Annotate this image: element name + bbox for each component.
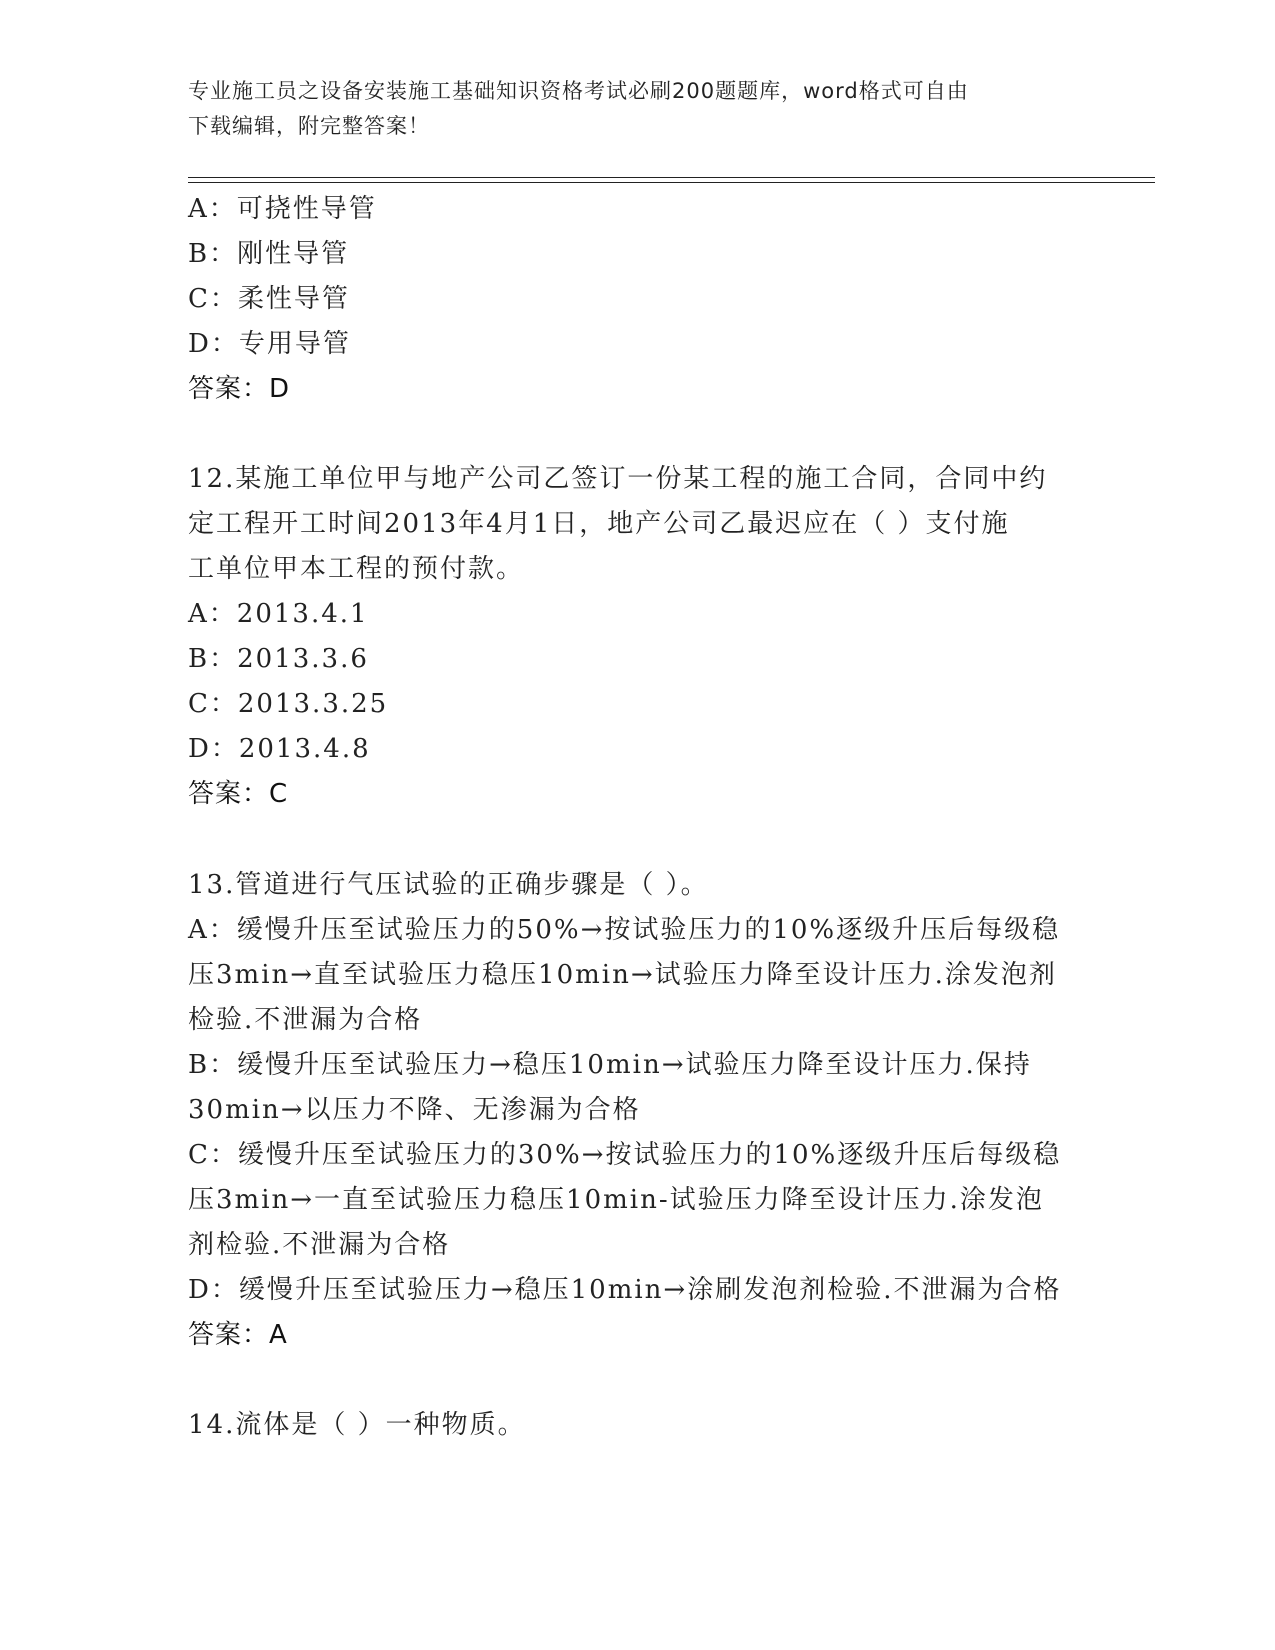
q13-option-a-line-2: 压3min→直至试验压力稳压10min→试验压力降至设计压力.涂发泡剂: [188, 960, 1057, 990]
q12-option-b: B：2013.3.6: [188, 644, 369, 674]
q13-option-a-line-3: 检验.不泄漏为合格: [188, 1005, 423, 1035]
header-title-line-1: 专业施工员之设备安装施工基础知识资格考试必刷200题题库，word格式可自由: [188, 79, 969, 103]
header-divider-top: [188, 177, 1155, 178]
q13-option-c-line-3: 剂检验.不泄漏为合格: [188, 1230, 451, 1260]
prev-answer: 答案：D: [188, 374, 291, 404]
q12-option-d: D：2013.4.8: [188, 734, 371, 764]
q14-stem: 14.流体是（ ）一种物质。: [188, 1410, 526, 1440]
prev-option-a: A：可挠性导管: [188, 194, 377, 224]
q13-stem: 13.管道进行气压试验的正确步骤是（ ）。: [188, 870, 709, 900]
q12-option-a: A：2013.4.1: [188, 599, 369, 629]
header-title-line-2: 下载编辑，附完整答案！: [188, 114, 430, 138]
q13-answer: 答案：A: [188, 1320, 288, 1350]
q12-stem-line-3: 工单位甲本工程的预付款。: [188, 554, 525, 584]
q13-option-c-line-1: C：缓慢升压至试验压力的30%→按试验压力的10%逐级升压后每级稳: [188, 1140, 1062, 1170]
q13-option-d: D：缓慢升压至试验压力→稳压10min→涂刷发泡剂检验.不泄漏为合格: [188, 1275, 1062, 1305]
prev-option-c: C：柔性导管: [188, 284, 350, 314]
document-header: [188, 74, 1078, 144]
q13-option-a-line-1: A：缓慢升压至试验压力的50%→按试验压力的10%逐级升压后每级稳: [188, 915, 1061, 945]
prev-option-b: B：刚性导管: [188, 239, 350, 269]
q13-option-c-line-2: 压3min→一直至试验压力稳压10min-试验压力降至设计压力.涂发泡: [188, 1185, 1044, 1215]
q13-option-b-line-1: B：缓慢升压至试验压力→稳压10min→试验压力降至设计压力.保持: [188, 1050, 1032, 1080]
q12-option-c: C：2013.3.25: [188, 689, 389, 719]
prev-option-d: D：专用导管: [188, 329, 351, 359]
header-divider-bottom: [188, 182, 1155, 183]
q13-option-b-line-2: 30min→以压力不降、无渗漏为合格: [188, 1095, 641, 1125]
q12-answer: 答案：C: [188, 779, 289, 809]
q12-stem-line-2: 定工程开工时间2013年4月1日，地产公司乙最迟应在（ ）支付施: [188, 509, 1010, 539]
q12-stem-line-1: 12.某施工单位甲与地产公司乙签订一份某工程的施工合同，合同中约: [188, 464, 1048, 494]
